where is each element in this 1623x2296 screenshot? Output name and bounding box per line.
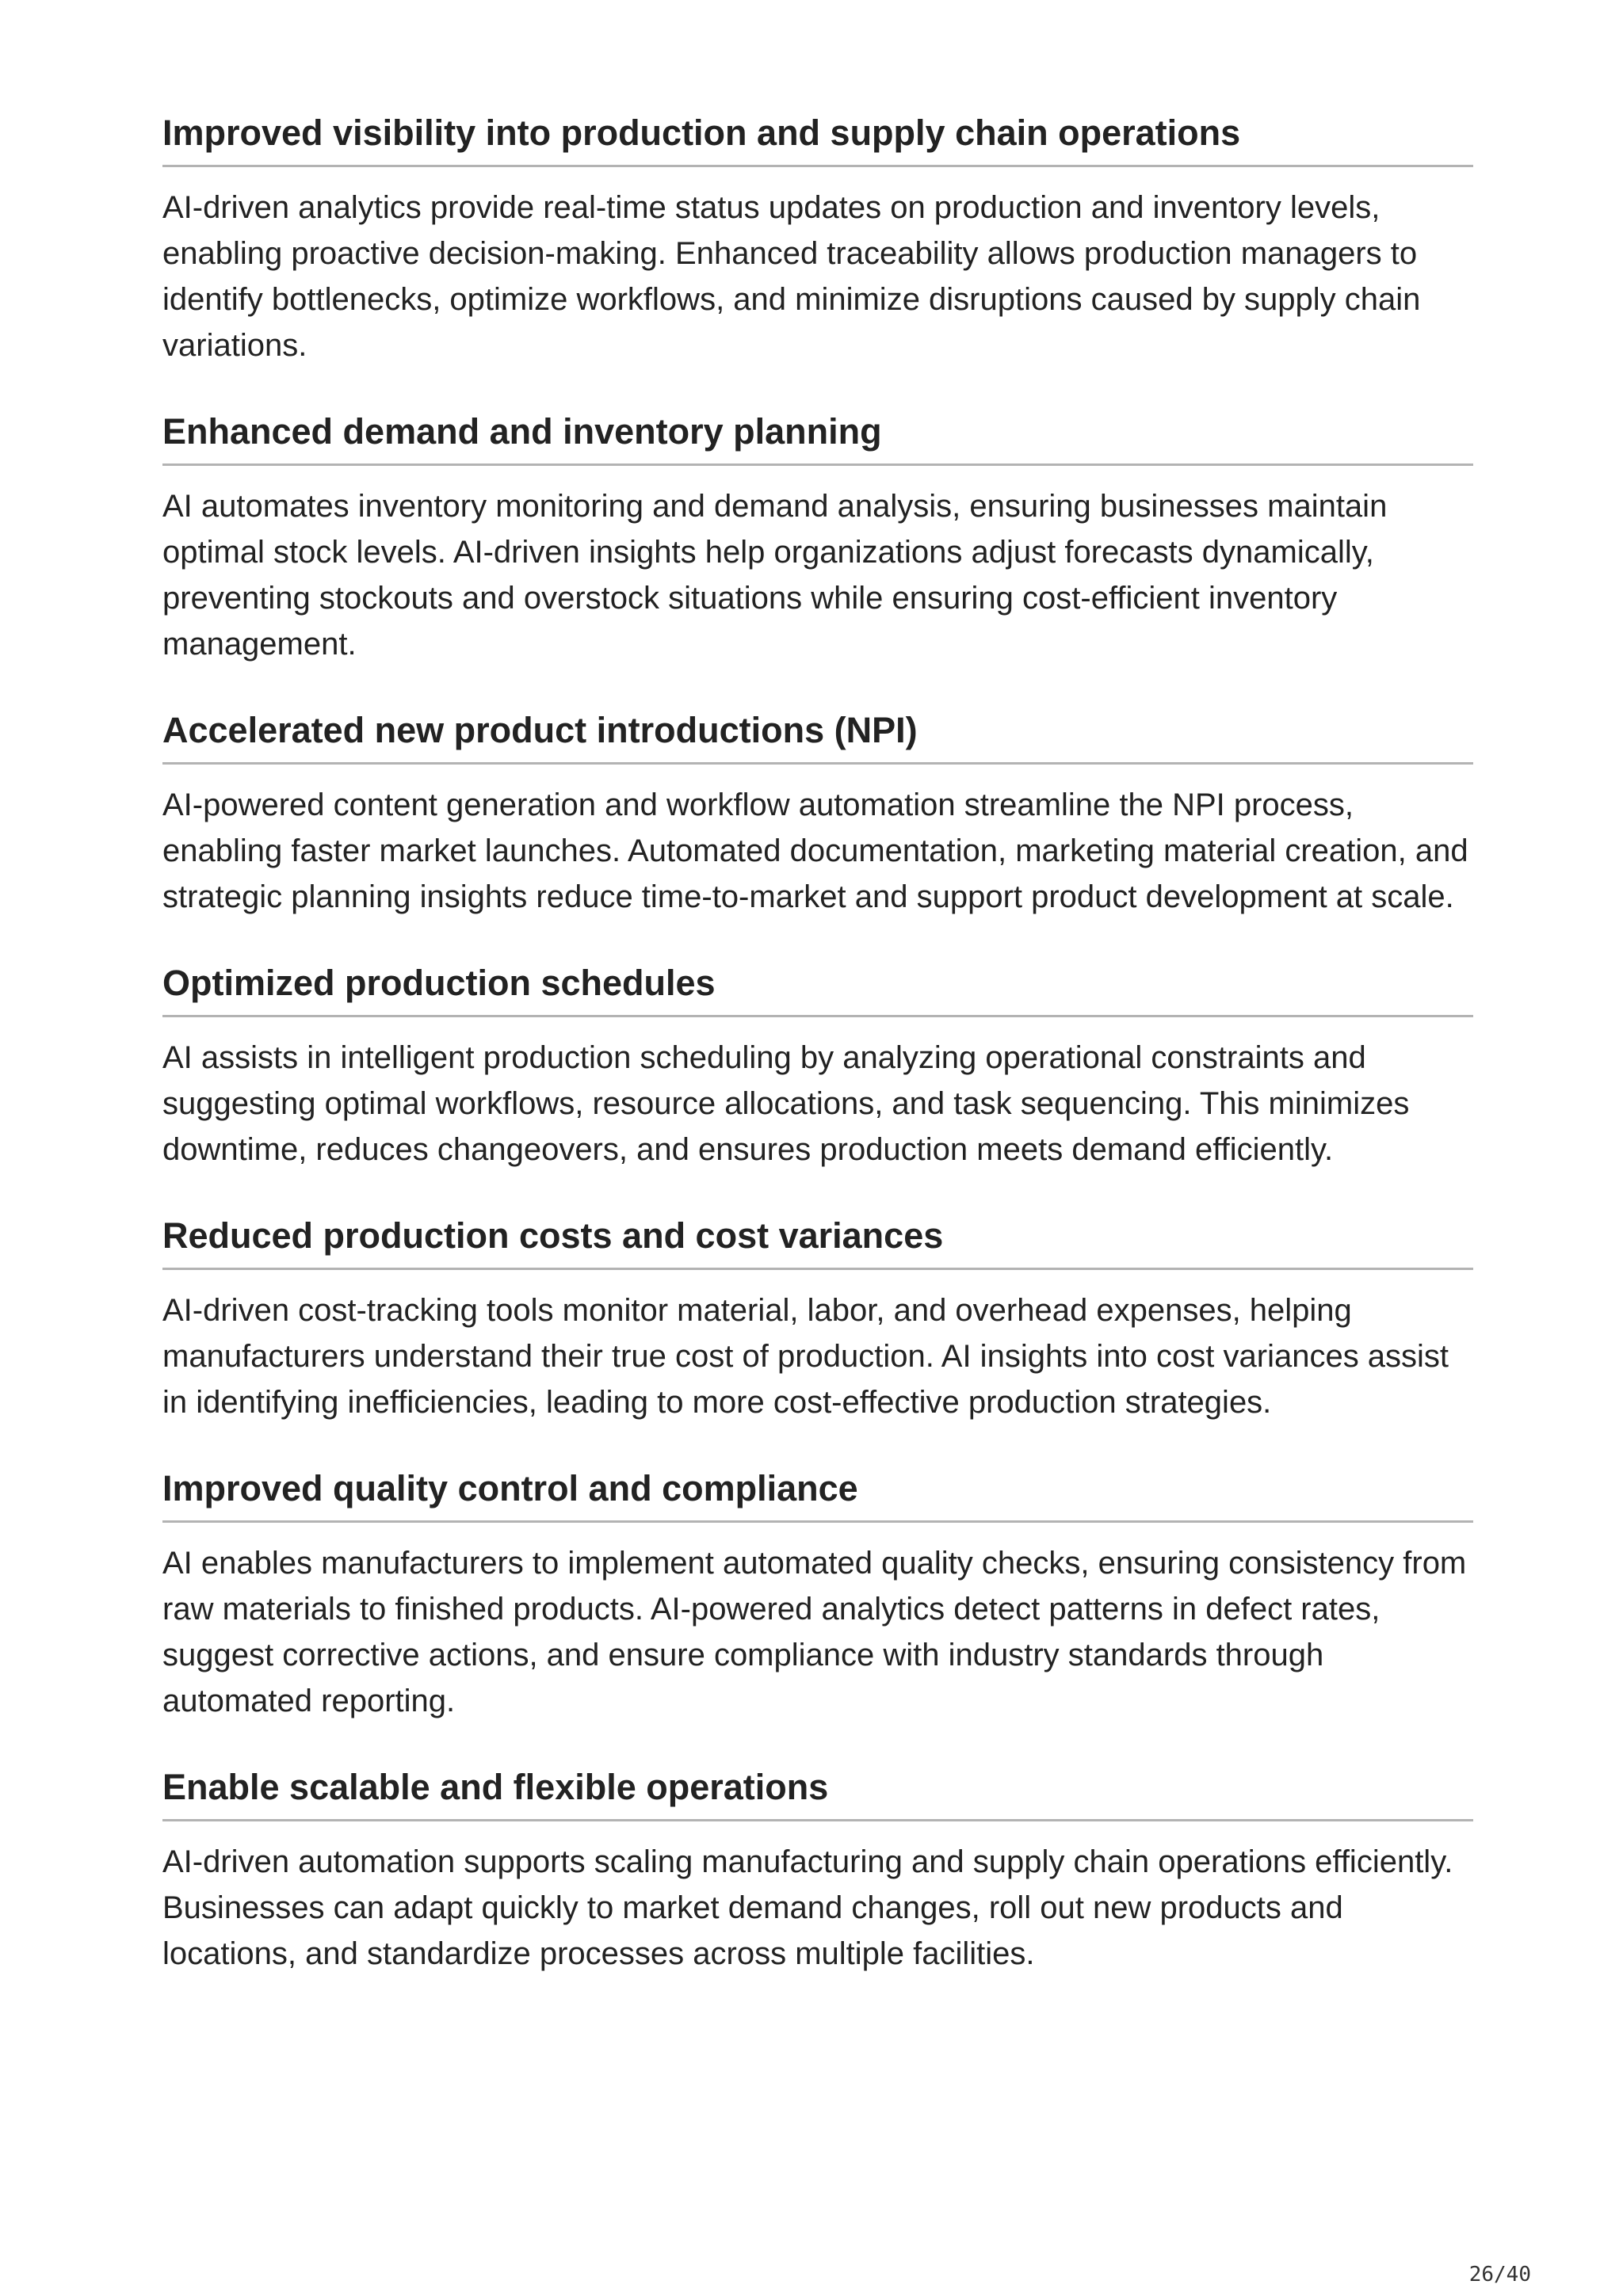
section-paragraph: AI enables manufacturers to implement automated quality checks, ensuring consistency from raw materials to finished products. AI-powered analytics detect patterns in defect rates, suggest corrective actions, and ensure compliance with industry standards through automated reporting.	[162, 1546, 1467, 1718]
section-heading: Enhanced demand and inventory planning	[162, 410, 1473, 466]
section-scalable	[162, 1765, 1473, 1977]
page-number: 26/40	[1468, 2263, 1531, 2286]
section-paragraph: AI-driven automation supports scaling manufacturing and supply chain operations efficiently. Businesses can adapt quickly to market demand changes, roll out new products and locations, and standardize processes across multiple facilities.	[162, 1844, 1453, 1971]
section-paragraph: AI-powered content generation and workflow automation streamline the NPI process, enabling faster market launches. Automated documentation, marketing material creation, and strategic planning insights reduce time-to-market and support product development at scale.	[162, 788, 1468, 914]
section-demand-planning	[162, 410, 1473, 667]
section-quality	[162, 1466, 1473, 1724]
section-heading: Enable scalable and flexible operations	[162, 1765, 1473, 1821]
document-page	[162, 111, 1473, 2018]
section-npi	[162, 708, 1473, 920]
section-costs	[162, 1214, 1473, 1425]
section-paragraph: AI-driven cost-tracking tools monitor material, labor, and overhead expenses, helping manufacturers understand their true cost of production. AI insights into cost variances assist in identifying inefficiencies, leading to more cost-effective production strategies.	[162, 1293, 1449, 1420]
section-heading: Reduced production costs and cost variances	[162, 1214, 1473, 1270]
section-visibility	[162, 111, 1473, 368]
section-heading: Improved quality control and compliance	[162, 1466, 1473, 1523]
section-heading: Improved visibility into production and supply chain operations	[162, 111, 1473, 167]
section-heading: Optimized production schedules	[162, 961, 1473, 1017]
section-schedules	[162, 961, 1473, 1173]
section-heading: Accelerated new product introductions (NPI)	[162, 708, 1473, 765]
section-paragraph: AI automates inventory monitoring and demand analysis, ensuring businesses maintain optimal stock levels. AI-driven insights help organizations adjust forecasts dynamically, preventing stockouts and overstock situations while ensuring cost-efficient inventory management.	[162, 489, 1388, 662]
section-paragraph: AI-driven analytics provide real-time status updates on production and inventory levels, enabling proactive decision-making. Enhanced traceability allows production managers to identify bottlenecks, optimize workflows, and minimize disruptions caused by supply chain variations.	[162, 190, 1421, 363]
section-paragraph: AI assists in intelligent production scheduling by analyzing operational constraints and suggesting optimal workflows, resource allocations, and task sequencing. This minimizes downtime, reduces changeovers, and ensures production meets demand efficiently.	[162, 1040, 1410, 1167]
